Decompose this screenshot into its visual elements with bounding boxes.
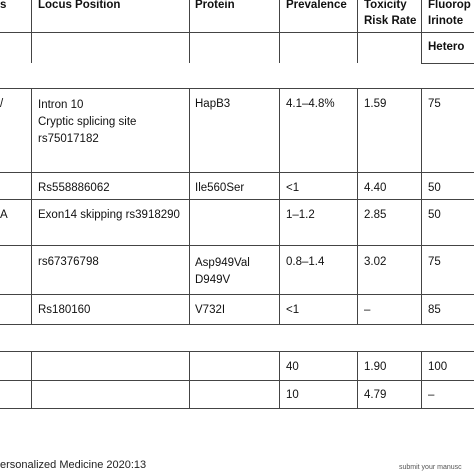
- row-locus-position: Rs180160: [38, 304, 91, 316]
- table-column-rule: [189, 88, 190, 324]
- row-protein: V732I: [195, 304, 226, 316]
- header-risk-rate: Risk Rate: [364, 15, 417, 27]
- row-toxicity-risk: 1.59: [364, 98, 387, 110]
- table-rule: [421, 63, 474, 64]
- row-prevalence: <1: [286, 182, 300, 194]
- row-protein: Ile560Ser: [195, 182, 245, 194]
- table-column-rule: [279, 88, 280, 324]
- header-heterozygous: Hetero: [428, 41, 465, 53]
- submit-manuscript-link[interactable]: submit your manusc: [399, 464, 462, 471]
- row-fluoro-value: 100: [428, 361, 448, 373]
- table-rule: [0, 172, 474, 173]
- row-toxicity-risk: 4.79: [364, 389, 387, 401]
- table-column-rule: [357, 88, 358, 324]
- header-irinotecan: Irinote: [428, 15, 464, 27]
- row-prevalence: 10: [286, 389, 299, 401]
- header-locus-position: Locus Position: [38, 0, 121, 11]
- table-column-rule: [31, 88, 32, 324]
- table-column-rule: [31, 351, 32, 408]
- row-col0: A: [0, 209, 8, 221]
- table-column-rule: [279, 351, 280, 408]
- table-column-rule: [357, 0, 358, 63]
- row-fluoro-value: –: [428, 389, 435, 401]
- header-prevalence: Prevalence: [286, 0, 347, 11]
- row-prevalence: <1: [286, 304, 300, 316]
- header-toxicity: Toxicity: [364, 0, 407, 11]
- row-locus-position: rs67376798: [38, 256, 99, 268]
- row-locus-position: Exon14 skipping rs3918290: [38, 209, 180, 221]
- table-rule: [0, 380, 474, 381]
- table-column-rule: [279, 0, 280, 63]
- table-rule: [0, 408, 474, 409]
- row-toxicity-risk: 3.02: [364, 256, 387, 268]
- row-fluoro-value: 75: [428, 98, 441, 110]
- header-col0: s: [0, 0, 7, 11]
- table-column-rule: [357, 351, 358, 408]
- table-rule: [0, 32, 474, 33]
- row-fluoro-value: 85: [428, 304, 441, 316]
- row-locus-position: Intron 10 Cryptic splicing site rs75017182: [38, 99, 137, 145]
- row-col0: /: [0, 98, 4, 110]
- table-column-rule: [421, 351, 422, 408]
- row-fluoro-value: 50: [428, 209, 441, 221]
- row-fluoro-value: 50: [428, 182, 441, 194]
- row-prevalence: 0.8–1.4: [286, 256, 325, 268]
- table-column-rule: [31, 0, 32, 63]
- row-prevalence: 4.1–4.8%: [286, 98, 335, 110]
- row-toxicity-risk: 2.85: [364, 209, 387, 221]
- table-column-rule: [189, 0, 190, 63]
- row-toxicity-risk: 1.90: [364, 361, 387, 373]
- table-rule: [0, 88, 474, 89]
- row-toxicity-risk: –: [364, 304, 371, 316]
- row-fluoro-value: 75: [428, 256, 441, 268]
- row-protein: Asp949Val D949V: [195, 257, 250, 286]
- table-rule: [0, 245, 474, 246]
- table-rule: [0, 294, 474, 295]
- row-toxicity-risk: 4.40: [364, 182, 387, 194]
- header-fluoropyrimidine: Fluorop: [428, 0, 471, 11]
- row-protein: HapB3: [195, 98, 231, 110]
- row-prevalence: 40: [286, 361, 299, 373]
- row-locus-position: Rs558886062: [38, 182, 110, 194]
- header-protein: Protein: [195, 0, 235, 11]
- journal-footer: ersonalized Medicine 2020:13: [0, 459, 147, 471]
- table-rule: [0, 324, 474, 325]
- table-column-rule: [421, 88, 422, 324]
- table-rule: [0, 351, 474, 352]
- row-prevalence: 1–1.2: [286, 209, 315, 221]
- table-column-rule: [421, 0, 422, 63]
- table-rule: [0, 199, 474, 200]
- table-column-rule: [189, 351, 190, 408]
